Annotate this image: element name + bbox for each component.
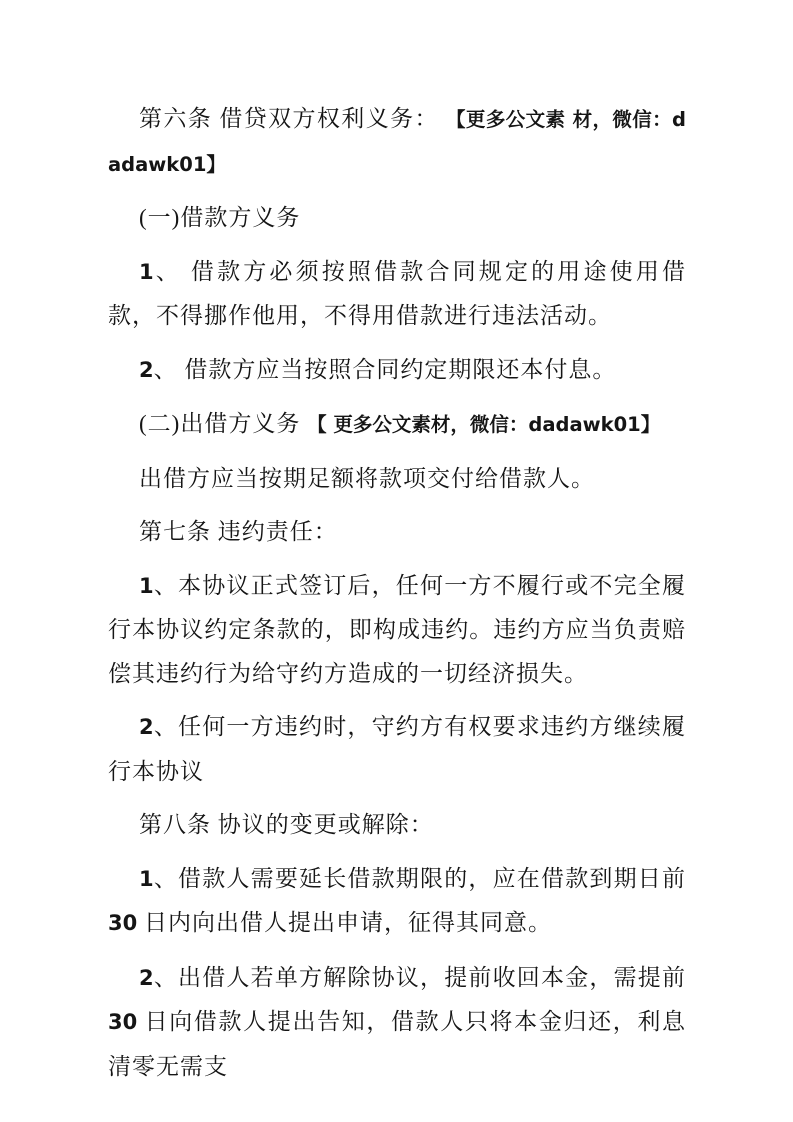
paragraph: [108, 457, 686, 501]
paragraph: [108, 250, 686, 338]
text-run: 2: [139, 965, 154, 990]
paragraph: [108, 510, 686, 554]
text-run: 、 借款方应当按照合同约定期限还本付息。: [153, 356, 617, 382]
text-run: 2: [139, 715, 154, 739]
document-body: [108, 97, 686, 1088]
paragraph: [108, 956, 686, 1089]
text-run: 2: [139, 357, 154, 382]
text-run: 第八条 协议的变更或解除：: [139, 812, 434, 837]
text-run: 出借方应当按期足额将款项交付给借款人。: [139, 465, 595, 491]
text-run: 、出借人若单方解除协议，提前收回本金，需提前: [153, 964, 686, 990]
paragraph: [108, 196, 686, 240]
wechat-promo-text: 【更多公文素 材，微信：dadawk01】: [108, 108, 687, 176]
text-run: 1: [139, 259, 154, 284]
text-run: 1: [139, 866, 154, 891]
paragraph: [108, 348, 686, 393]
paragraph: [108, 564, 686, 696]
paragraph: [108, 402, 686, 447]
text-run: 日向借款人提出告知，借款人只将本金归还，利息清零无需支: [108, 1009, 686, 1079]
text-run: 第六条 借贷双方权利义务：: [139, 106, 447, 131]
text-run: 第七条 违约责任：: [139, 519, 338, 544]
paragraph: [108, 97, 686, 186]
text-run: 日内向出借人提出申请，征得其同意。: [137, 910, 552, 935]
paragraph: [108, 857, 686, 946]
text-run: 、 借款方必须按照借款合同规定的用途使用借款，不得挪作他用，不得用借款进行违法活动。: [108, 258, 686, 328]
wechat-promo-text: 【 更多公文素材，微信：dadawk01】: [307, 413, 661, 436]
paragraph: [108, 705, 686, 793]
text-run: (一)借款方义务: [139, 205, 301, 230]
text-run: 30: [108, 1010, 138, 1034]
text-run: 、借款人需要延长借款期限的，应在借款到期日前: [153, 865, 686, 891]
paragraph: [108, 803, 686, 847]
text-run: 、任何一方违约时，守约方有权要求违约方继续履行本协议: [108, 714, 686, 784]
text-run: 30: [108, 911, 138, 935]
text-run: 、本协议正式签订后，任何一方不履行或不完全履行本协议约定条款的，即构成违约。违约方应当负责赔偿其违约行为给守约方造成的一切经济损失。: [108, 572, 686, 686]
text-run: (二)出借方义务: [139, 411, 308, 436]
text-run: 1: [139, 573, 154, 598]
